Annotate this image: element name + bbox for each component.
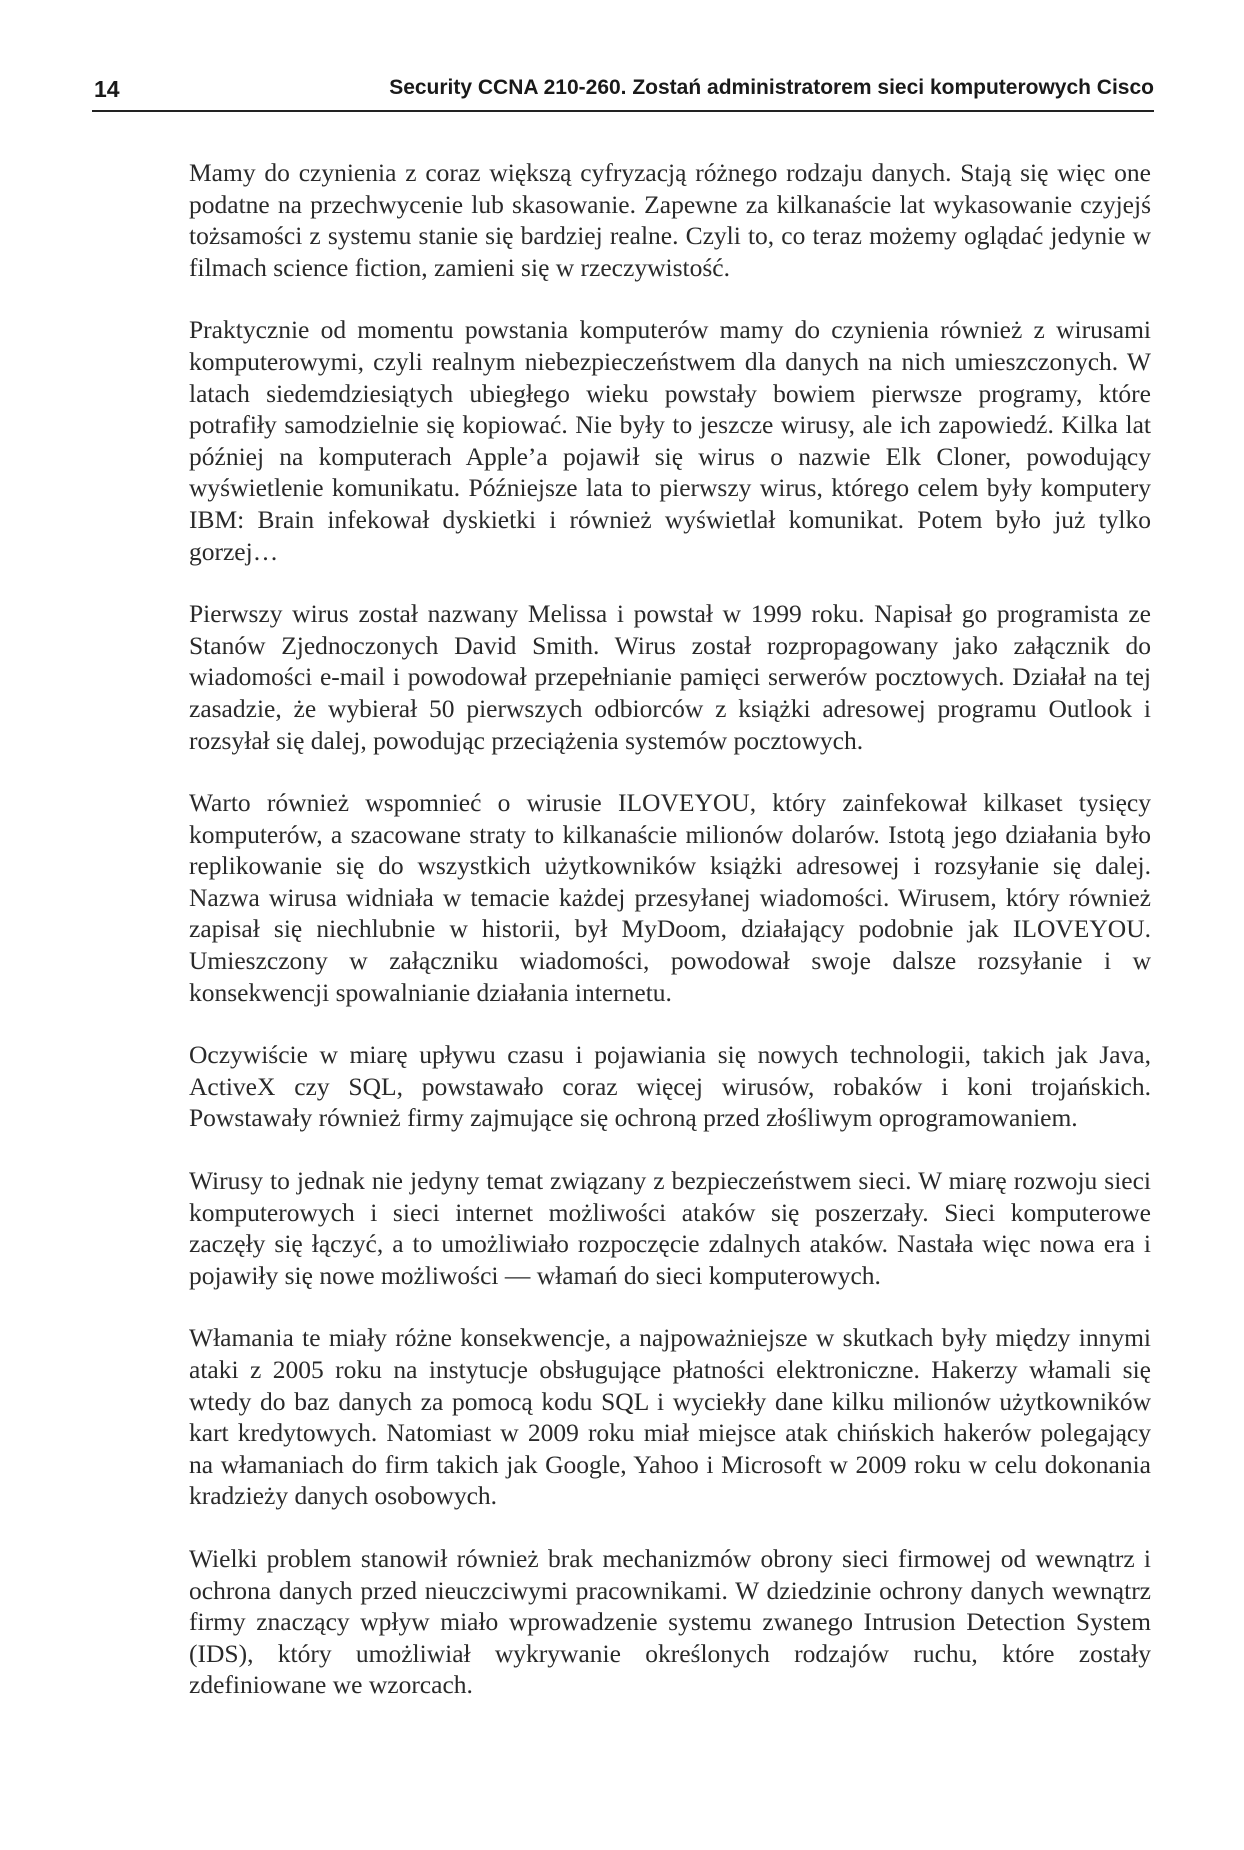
paragraph: Praktycznie od momentu powstania komputerów mamy do czynienia również z wirusami komputerowymi, czyli realnym niebezpieczeństwem dla danych na nich umieszczonych. W latach siedemdziesiątych ubiegłego wieku powstały bowiem pierwsze programy, które potrafiły samodzielnie się kopiować. Nie były to jeszcze wirusy, ale ich zapowiedź. Kilka lat później na komputerach Apple’a pojawił się wirus o nazwie Elk Cloner, powodujący wyświetlenie komunikatu. Późniejsze lata to pierwszy wirus, którego celem były komputery IBM: Brain infekował dyskietki i również wyświetlał komunikat. Potem było już tylko gorzej…: [189, 315, 1151, 566]
running-title: Security CCNA 210-260. Zostań administratorem sieci komputerowych Cisco: [389, 76, 1154, 99]
body-text: [189, 157, 1151, 1732]
paragraph: Warto również wspomnieć o wirusie ILOVEYOU, który zainfekował kilkaset tysięcy komputerów, a szacowane straty to kilkanaście milionów dolarów. Istotą jego działania było replikowanie się do wszystkich użytkowników książki adresowej i rozsyłanie się dalej. Nazwa wirusa widniała w temacie każdej przesyłanej wiadomości. Wirusem, który również zapisał się niechlubnie w historii, był MyDoom, działający podobnie jak ILOVEYOU. Umieszczony w załączniku wiadomości, powodował swoje dalsze rozsyłanie i w konsekwencji spowalnianie działania internetu.: [189, 788, 1151, 1007]
paragraph: Wielki problem stanowił również brak mechanizmów obrony sieci firmowej od wewnątrz i ochrona danych przed nieuczciwymi pracownikami. W dziedzinie ochrony danych wewnątrz firmy znaczący wpływ miało wprowadzenie systemu zwanego Intrusion Detection System (IDS), który umożliwiał wykrywanie określonych rodzajów ruchu, które zostały zdefiniowane we wzorcach.: [189, 1543, 1151, 1700]
paragraph: Pierwszy wirus został nazwany Melissa i powstał w 1999 roku. Napisał go programista ze Stanów Zjednoczonych David Smith. Wirus został rozpropagowany jako załącznik do wiadomości e-mail i powodował przepełnianie pamięci serwerów pocztowych. Działał na tej zasadzie, że wybierał 50 pierwszych odbiorców z książki adresowej programu Outlook i rozsyłał się dalej, powodując przeciążenia systemów pocztowych.: [189, 599, 1151, 755]
paragraph: Włamania te miały różne konsekwencje, a najpoważniejsze w skutkach były między innymi ataki z 2005 roku na instytucje obsługujące płatności elektroniczne. Hakerzy włamali się wtedy do baz danych za pomocą kodu SQL i wyciekły dane kilku milionów użytkowników kart kredytowych. Natomiast w 2009 roku miał miejsce atak chińskich hakerów polegający na włamaniach do firm takich jak Google, Yahoo i Microsoft w 2009 roku w celu dokonania kradzieży danych osobowych.: [189, 1323, 1151, 1511]
page-header: [92, 72, 1154, 112]
paragraph: Oczywiście w miarę upływu czasu i pojawiania się nowych technologii, takich jak Java, ActiveX czy SQL, powstawało coraz więcej wirusów, robaków i koni trojańskich. Powstawały również firmy zajmujące się ochroną przed złośliwym oprogramowaniem.: [189, 1040, 1151, 1133]
paragraph: Wirusy to jednak nie jedyny temat związany z bezpieczeństwem sieci. W miarę rozwoju sieci komputerowych i sieci internet możliwości ataków się poszerzały. Sieci komputerowe zaczęły się łączyć, a to umożliwiało rozpoczęcie zdalnych ataków. Nastała więc nowa era i pojawiły się nowe możliwości — włamań do sieci komputerowych.: [189, 1166, 1151, 1290]
page-number: 14: [94, 76, 120, 102]
paragraph: Mamy do czynienia z coraz większą cyfryzacją różnego rodzaju danych. Stają się więc one podatne na przechwycenie lub skasowanie. Zapewne za kilkanaście lat wykasowanie czyjejś tożsamości z systemu stanie się bardziej realne. Czyli to, co teraz możemy oglądać jedynie w filmach science fiction, zamieni się w rzeczywistość.: [189, 158, 1151, 282]
